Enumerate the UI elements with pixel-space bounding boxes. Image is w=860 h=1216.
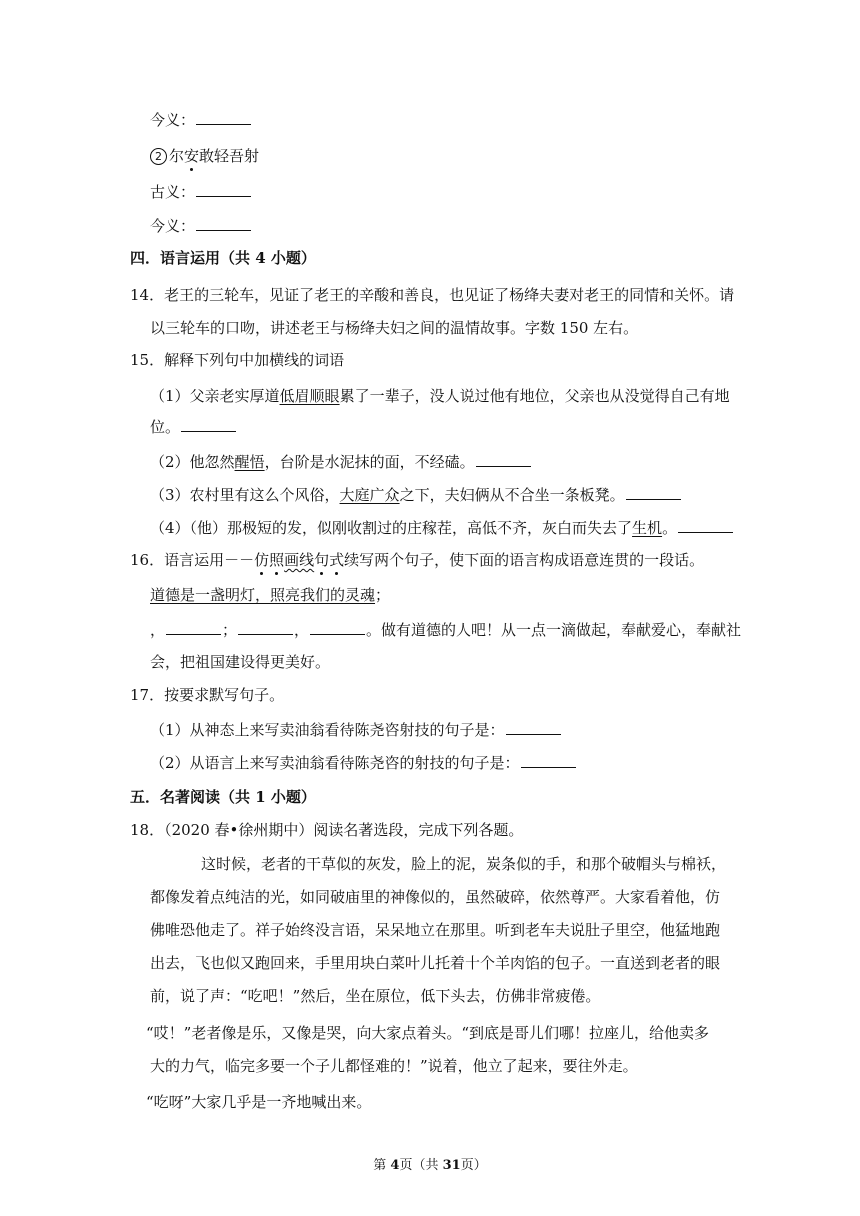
guyi-line (150, 182, 252, 202)
q17-item-2 (150, 753, 577, 773)
footer-text: 页） (460, 1158, 487, 1173)
item-text: （2）他忽然 (150, 453, 235, 471)
passage-line: “哎！”老者像是乐，又像是哭，向大家点着头。“到底是哥儿们哪！拉座儿，给他卖多 (146, 1024, 710, 1042)
passage-line: 佛唯恐他走了。祥子始终没言语，呆呆地立在那里。听到老车夫说肚子里空，他猛地跑 (150, 921, 721, 939)
answer-blank[interactable] (310, 620, 365, 635)
footer-text: 页（共 (399, 1158, 443, 1173)
sub-item-2 (150, 146, 259, 166)
q16-model-sentence (150, 585, 390, 605)
q18-stem: 18．（2020 春•徐州期中）阅读名著选段，完成下列各题。 (130, 821, 524, 839)
underlined-word: 醒悟 (234, 453, 265, 471)
wavy-underlined-word: 画线 (284, 551, 315, 569)
item-text: 16．语言运用－－ (130, 551, 255, 569)
item-text: 尔 (169, 147, 185, 165)
q15-item-2 (150, 452, 532, 472)
item-text: 续写两个句子，使下面的语言构成语意连贯的一段话。 (344, 551, 705, 569)
answer-blank[interactable] (166, 620, 221, 635)
passage-line: 出去，飞也似又跑回来，手里用块白菜叶儿托着十个羊肉馅的包子。一直送到老者的眼 (150, 954, 721, 972)
dotted-char: 安 (184, 147, 200, 165)
item-text: ； (375, 586, 391, 604)
section-header-5: 五．名著阅读（共 1 小题） (130, 788, 316, 806)
item-text: （1）父亲老实厚道 (150, 387, 280, 405)
q14-line-2: 以三轮车的口吻，讲述老王与杨绛夫妇之间的温情故事。字数 150 左右。 (150, 319, 639, 337)
passage-line: 都像发着点纯洁的光，如同破庙里的神像似的，虽然破碎，依然尊严。大家看着他，仿 (150, 888, 721, 906)
answer-blank[interactable] (476, 452, 531, 467)
q15-item-4 (150, 518, 734, 538)
section-header-4: 四．语言运用（共 4 小题） (130, 249, 316, 267)
q17-stem: 17．按要求默写句子。 (130, 686, 285, 704)
underlined-word: 大庭广众 (339, 486, 400, 504)
passage-line: 前，说了声：“吃吧！”然后，坐在原位，低下头去，仿佛非常疲倦。 (150, 987, 601, 1005)
item-text: ，台阶是水泥抹的面，不经磕。 (264, 453, 475, 471)
q16-line-3: 会，把祖国建设得更美好。 (150, 653, 331, 671)
jinyi-label: 今义： (150, 111, 196, 129)
passage-line: 这时候，老者的干草似的灰发，脸上的泥，炭条似的手，和那个破帽头与棉袄， (201, 855, 727, 873)
answer-blank[interactable] (196, 216, 251, 231)
q15-item-1 (150, 386, 730, 406)
underlined-sentence: 道德是一盏明灯，照亮我们的灵魂 (150, 586, 376, 604)
answer-blank[interactable] (678, 518, 733, 533)
q15-item-3 (150, 485, 682, 505)
q14-line-1: 14．老王的三轮车，见证了老王的辛酸和善良，也见证了杨绛夫妻对老王的同情和关怀。请 (130, 286, 735, 304)
answer-blank[interactable] (238, 620, 293, 635)
item-text: ， (150, 621, 166, 639)
answer-blank[interactable] (181, 417, 236, 432)
item-text: 敢轻吾射 (199, 147, 260, 165)
circled-number: 2 (150, 148, 167, 165)
dotted-char: 照 (269, 551, 285, 569)
dotted-char: 式 (329, 551, 345, 569)
item-text: （3）农村里有这么个风俗， (150, 486, 340, 504)
q16-fill-line (150, 620, 741, 640)
page-number: 4 (390, 1158, 400, 1173)
item-text: 位。 (150, 418, 181, 436)
page-footer (0, 1154, 860, 1173)
q15-item-1-cont (150, 417, 237, 437)
q15-stem: 15．解释下列句中加横线的词语 (130, 351, 345, 369)
item-text: 之下，夫妇俩从不合坐一条板凳。 (399, 486, 625, 504)
answer-blank[interactable] (626, 485, 681, 500)
item-text: 。 (662, 519, 678, 537)
answer-blank[interactable] (196, 110, 251, 125)
item-text: ； (222, 621, 238, 639)
passage-line: 大的力气，临完多要一个子儿都怪难的！”说着，他立了起来，要往外走。 (150, 1057, 638, 1075)
jinyi-line-2 (150, 216, 252, 236)
dotted-char: 句 (314, 551, 330, 569)
total-pages: 31 (442, 1158, 461, 1173)
item-text: ， (294, 621, 310, 639)
answer-blank[interactable] (506, 720, 561, 735)
q17-item-1 (150, 720, 562, 740)
footer-text: 第 (373, 1158, 391, 1173)
item-text: 。做有道德的人吧！从一点一滴做起，奉献爱心，奉献社 (366, 621, 742, 639)
dotted-char: 仿 (254, 551, 270, 569)
item-text: （4）（他）那极短的发，似刚收割过的庄稼茬，高低不齐，灰白而失去了 (150, 519, 633, 537)
answer-blank[interactable] (521, 753, 576, 768)
answer-blank[interactable] (196, 182, 251, 197)
passage-line: “吃呀”大家几乎是一齐地喊出来。 (146, 1093, 372, 1111)
guyi-label: 古义： (150, 183, 196, 201)
item-text: （1）从神态上来写卖油翁看待陈尧咨射技的句子是： (150, 721, 505, 739)
underlined-word: 低眉顺眼 (279, 387, 340, 405)
jinyi-line-1 (150, 110, 252, 130)
item-text: （2）从语言上来写卖油翁看待陈尧咨的射技的句子是： (150, 754, 520, 772)
item-text: 累了一辈子，没人说过他有地位，父亲也从没觉得自己有地 (339, 387, 730, 405)
underlined-word: 生机 (632, 519, 663, 537)
jinyi-label: 今义： (150, 217, 196, 235)
q16-stem (130, 550, 704, 570)
